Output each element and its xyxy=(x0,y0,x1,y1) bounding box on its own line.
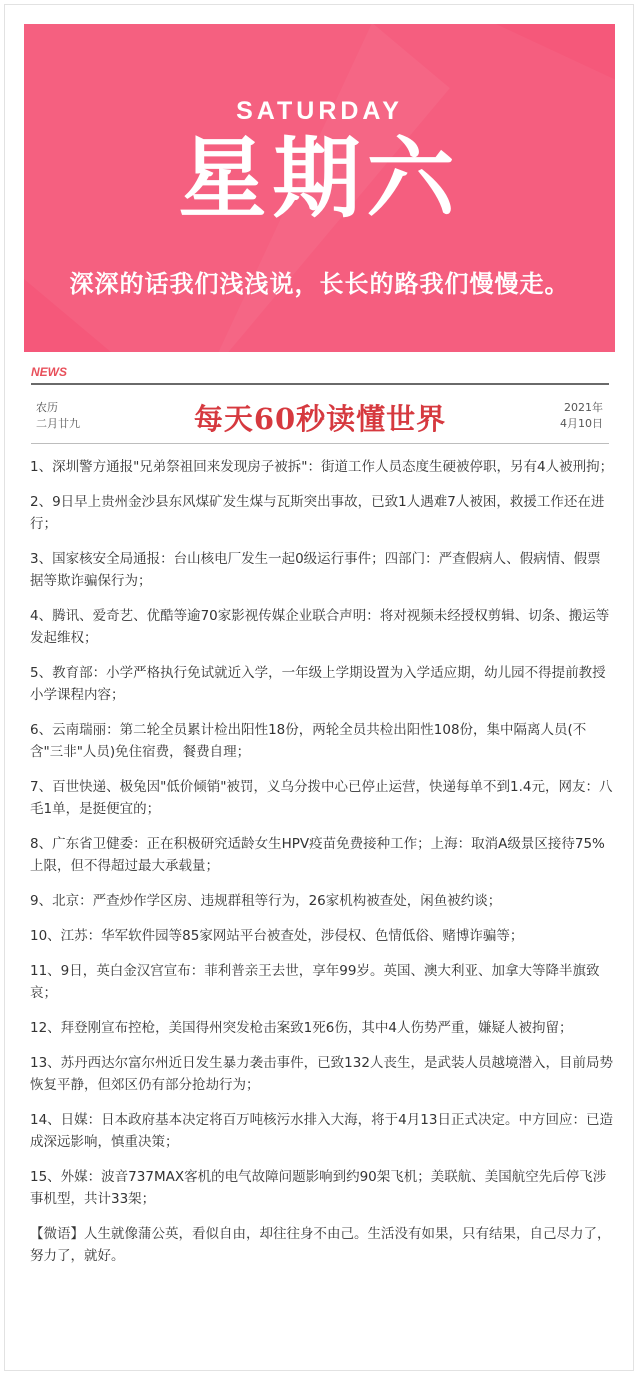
divider-top xyxy=(31,383,609,385)
news-item: 11、9日，英白金汉宫宣布：菲利普亲王去世，享年99岁。英国、澳大利亚、加拿大等降半旗致哀； xyxy=(30,963,600,1001)
news-item: 5、教育部：小学严格执行免试就近入学，一年级上学期设置为入学适应期，幼儿园不得提前教授小学课程内容； xyxy=(30,665,606,703)
gregorian-date xyxy=(560,400,603,432)
lunar-day: 二月廿九 xyxy=(36,417,80,430)
news-item: 15、外媒：波音737MAX客机的电气故障问题影响到约90架飞机；美联航、美国航空先后停飞涉事机型，共计33架； xyxy=(30,1169,607,1207)
weekday-chinese: 星期六 xyxy=(178,127,461,230)
page-title: 每天60秒读懂世界 xyxy=(193,402,447,436)
date-month-day: 4月10日 xyxy=(560,417,603,430)
daily-motto: 【微语】人生就像蒲公英，看似自由，却往往身不由己。生活没有如果，只有结果，自己尽力了，努力了，就好。 xyxy=(30,1226,611,1264)
news-label: NEWS xyxy=(31,365,67,379)
news-item: 14、日媒：日本政府基本决定将百万吨核污水排入大海，将于4月13日正式决定。中方回应：已造成深远影响，慎重决策； xyxy=(30,1112,613,1150)
banner-slogan: 深深的话我们浅浅说，长长的路我们慢慢走。 xyxy=(69,270,570,298)
news-item: 9、北京：严查炒作学区房、违规群租等行为，26家机构被查处，闲鱼被约谈； xyxy=(30,893,502,909)
header-banner xyxy=(24,24,615,352)
news-item: 10、江苏：华军软件园等85家网站平台被查处，涉侵权、色情低俗、赌博诈骗等； xyxy=(30,928,524,944)
news-item: 3、国家核安全局通报：台山核电厂发生一起0级运行事件；四部门：严查假病人、假病情、假票据等欺诈骗保行为； xyxy=(30,551,601,589)
news-item: 8、广东省卫健委：正在积极研究适龄女生HPV疫苗免费接种工作；上海：取消A级景区接待75%上限，但不得超过最大承载量； xyxy=(30,836,605,874)
news-item: 1、深圳警方通报"兄弟祭祖回来发现房子被拆"：街道工作人员态度生硬被停职，另有4人被刑拘； xyxy=(30,459,614,475)
weekday-english: SATURDAY xyxy=(236,97,403,125)
news-list xyxy=(30,456,614,1267)
news-item: 2、9日早上贵州金沙县东风煤矿发生煤与瓦斯突出事故，已致1人遇难7人被困，救援工作还在进行； xyxy=(30,494,605,532)
news-item: 12、拜登刚宣布控枪，美国得州突发枪击案致1死6伤，其中4人伤势严重，嫌疑人被拘留； xyxy=(30,1020,573,1036)
news-item: 7、百世快递、极兔因"低价倾销"被罚，义乌分拨中心已停止运营，快递每单不到1.4元，网友：八毛1单，是挺便宜的； xyxy=(30,779,613,817)
news-item: 4、腾讯、爱奇艺、优酷等逾70家影视传媒企业联合声明：将对视频未经授权剪辑、切条、搬运等发起维权； xyxy=(30,608,610,646)
lunar-label: 农历 xyxy=(36,401,58,414)
news-item: 13、苏丹西达尔富尔州近日发生暴力袭击事件，已致132人丧生，是武装人员越境潜入，目前局势恢复平静，但郊区仍有部分抢劫行为； xyxy=(30,1055,613,1093)
divider-bottom xyxy=(31,443,609,444)
news-item: 6、云南瑞丽：第二轮全员累计检出阳性18份，两轮全员共检出阳性108份，集中隔离人员(不含"三非"人员)免住宿费，餐费自理； xyxy=(30,722,587,760)
date-year: 2021年 xyxy=(564,401,603,414)
